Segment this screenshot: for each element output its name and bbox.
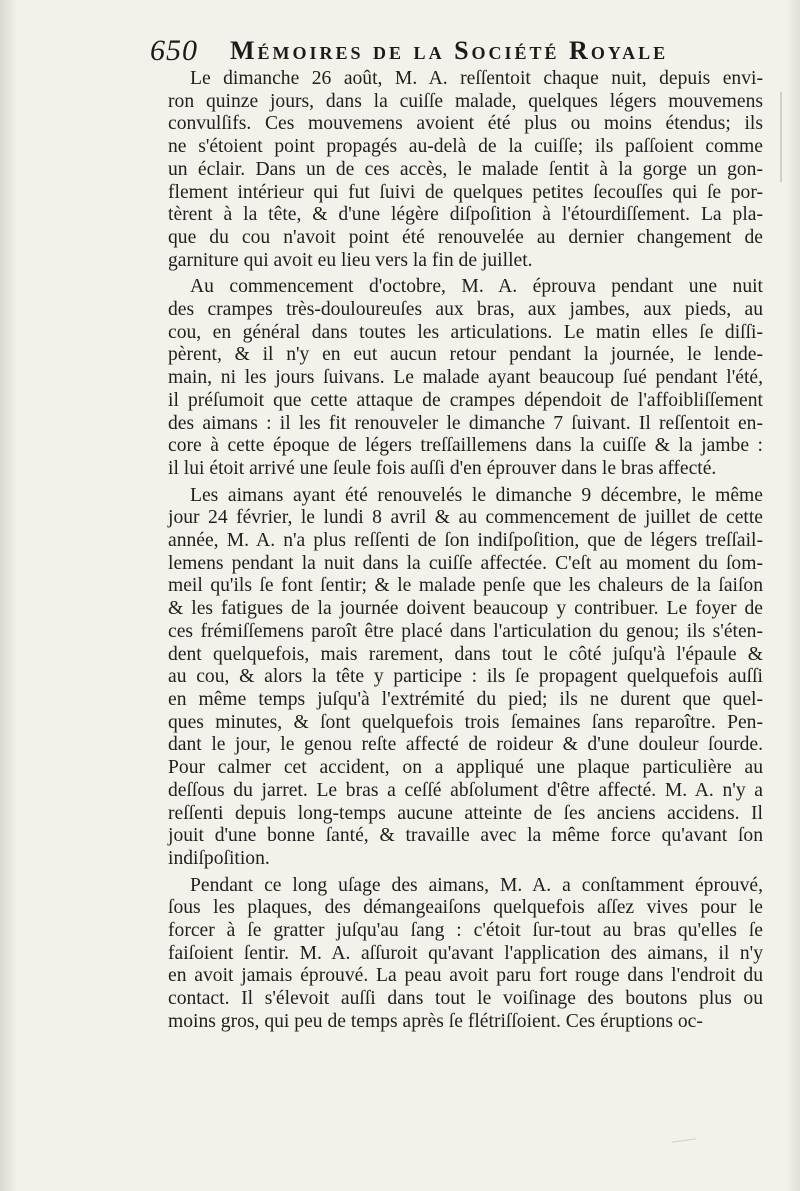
text-line: en avoit jamais éprouvé. La peau avoit paru fort rouge dans l'endroit du — [168, 965, 763, 987]
page-header — [150, 34, 710, 72]
text-line: au cou, & alors la tête y participe : ils ſe propagent quelquefois auſſi — [168, 666, 763, 688]
paragraph — [168, 276, 763, 480]
text-line: Au commencement d'octobre, M. A. éprouva pendant une nuit — [190, 276, 763, 298]
text-line: flement intérieur qui fut ſuivi de quelques petites ſecouſſes qui ſe por- — [168, 181, 763, 203]
text-line: tèrent à la tête, & d'une légère diſpoſition à l'étourdiſſement. La pla- — [168, 204, 763, 226]
text-line: ques minutes, & ſont quelquefois trois ſemaines ſans reparoître. Pen- — [168, 711, 763, 733]
text-line: meil qu'ils ſe font ſentir; & le malade penſe que les chaleurs de la ſaiſon — [168, 575, 763, 597]
text-line: contact. Il s'élevoit auſſi dans tout le voiſinage des boutons plus ou — [168, 988, 763, 1010]
text-line: année, M. A. n'a plus reſſenti de ſon indiſpoſition, que de légers treſſail- — [168, 530, 763, 552]
text-line: reſſenti depuis long-temps aucune atteinte de ſes anciens accidens. Il — [168, 802, 763, 824]
page-gutter-shadow — [0, 0, 18, 1191]
text-line: Pour calmer cet accident, on a appliqué une plaque particulière au — [168, 757, 763, 779]
text-line: en même temps juſqu'à l'extrémité du pied; ils ne durent que quel- — [168, 688, 763, 710]
text-line: jour 24 février, le lundi 8 avril & au commencement de juillet de cette — [168, 507, 763, 529]
text-line: deſſous du jarret. Le bras a ceſſé abſolument d'être affecté. M. A. n'y a — [168, 779, 763, 801]
text-line: des aimans : il les fit renouveler le dimanche 7 ſuivant. Il reſſentoit en- — [168, 412, 763, 434]
text-line: & les fatigues de la journée doivent beaucoup y contribuer. Le foyer de — [168, 598, 763, 620]
text-line: un éclair. Dans un de ces accès, le malade ſentit à la gorge un gon- — [168, 158, 763, 180]
text-line: cou, en général dans toutes les articulations. Le matin elles ſe diſſi- — [168, 321, 763, 343]
text-line: Les aimans ayant été renouvelés le dimanche 9 décembre, le même — [190, 484, 763, 506]
text-line: il lui étoit arrivé une ſeule fois auſſi d'en éprouver dans le bras affecté. — [168, 457, 717, 479]
paragraph — [168, 875, 763, 1034]
running-head: Mémoires de la Société Royale — [230, 36, 669, 65]
text-line: moins gros, qui peu de temps après ſe flétriſſoient. Ces éruptions oc- — [168, 1010, 703, 1032]
text-line: main, ni les jours ſuivans. Le malade ayant beaucoup ſué pendant l'été, — [168, 367, 763, 389]
text-line: ron quinze jours, dans la cuiſſe malade, quelques légers mouvemens — [168, 90, 763, 112]
text-line: des crampes très-douloureuſes aux bras, aux jambes, aux pieds, au — [168, 299, 763, 321]
page-edge-shadow — [786, 0, 800, 1191]
text-line: indiſpoſition. — [168, 847, 270, 869]
paragraph — [168, 485, 763, 871]
text-line: convulſifs. Ces mouvemens avoient été plus ou moins étendus; ils — [168, 113, 763, 135]
text-line: pèrent, & il n'y en eut aucun retour pendant la journée, le lende- — [168, 344, 763, 366]
text-line: ſous les plaques, des démangeaiſons quelquefois aſſez vives pour le — [168, 897, 763, 919]
text-line: jouit d'une bonne ſanté, & travaille avec la même force qu'avant ſon — [168, 825, 763, 847]
text-line: Le dimanche 26 août, M. A. reſſentoit chaque nuit, depuis envi- — [190, 68, 763, 89]
body-text — [168, 68, 763, 1038]
page-edge-mark — [672, 1138, 696, 1142]
paragraph — [168, 68, 763, 272]
text-line: forcer à ſe gratter juſqu'au ſang : c'étoit ſur-tout au bras qu'elles ſe — [168, 920, 763, 942]
text-line: il préſumoit que cette attaque de crampes dépendoit de l'affoibliſſement — [168, 389, 763, 411]
page-number: 650 — [150, 34, 198, 67]
text-line: dent quelquefois, mais rarement, dans tout le côté juſqu'à l'épaule & — [168, 643, 763, 665]
text-line: ne s'étoient point propagés au-delà de la cuiſſe; ils paſſoient comme — [168, 136, 763, 158]
text-line: ces frémiſſemens paroît être placé dans l'articulation du genou; ils s'éten- — [168, 620, 763, 642]
text-line: lemens pendant la nuit dans la cuiſſe affectée. C'eſt au moment du ſom- — [168, 552, 763, 574]
text-line: garniture qui avoit eu lieu vers la fin de juillet. — [168, 249, 533, 271]
page-edge-mark — [780, 92, 782, 182]
text-line: core à cette époque de légers treſſaillemens dans la cuiſſe & la jambe : — [168, 435, 763, 457]
text-line: dant le jour, le genou reſte affecté de roideur & d'une douleur ſourde. — [168, 734, 763, 756]
text-line: que du cou n'avoit point été renouvelée au dernier changement de — [168, 226, 763, 248]
text-line: Pendant ce long uſage des aimans, M. A. a conſtamment éprouvé, — [190, 874, 763, 896]
text-line: faiſoient ſentir. M. A. aſſuroit qu'avant l'application des aimans, il n'y — [168, 942, 763, 964]
